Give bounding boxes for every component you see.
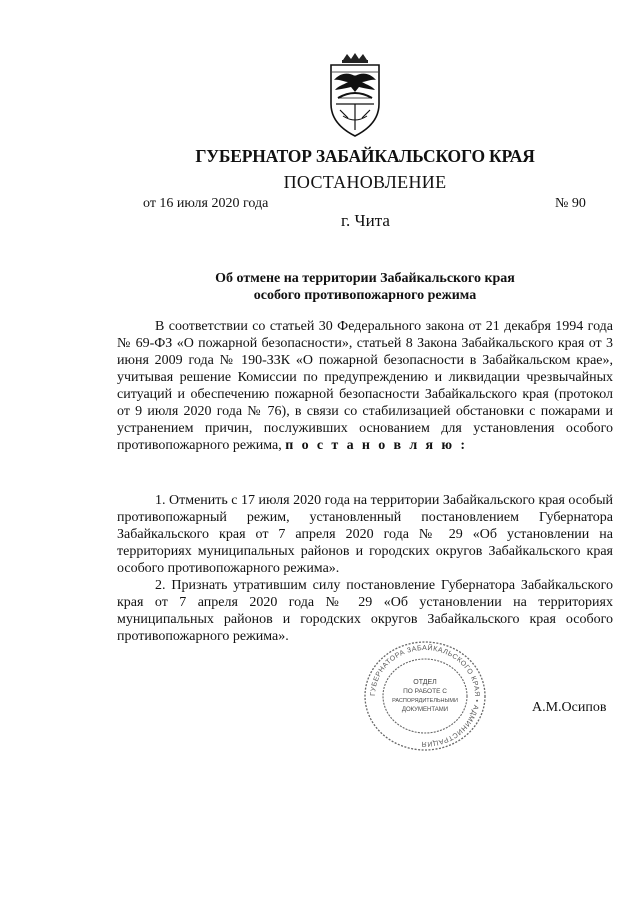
signatory-name: А.М.Осипов	[532, 700, 607, 715]
clause-1-text: 1. Отменить с 17 июля 2020 года на территории Забайкальского края особый противопожарный режим, установленный постановлением Губернатора Забайкальского края от 7 апреля 2020 года № 29 «Об установлении на территориях муниципальных районов и городских округов Забайкальского края особого противопожарного режима».	[117, 493, 613, 576]
stamp-line-1: ОТДЕЛ	[413, 679, 437, 686]
document-type: ПОСТАНОВЛЕНИЕ	[283, 172, 447, 192]
clause-2-text: 2. Признать утратившим силу постановление Губернатора Забайкальского края от 7 апреля 2020 года № 29 «Об установлении на территориях муниципальных районов и городских округов Забайкальского края особого противопожарного режима».	[117, 578, 613, 644]
preamble	[117, 318, 613, 454]
stamp-line-2: ПО РАБОТЕ С	[403, 688, 447, 695]
resolve-word: п о с т а н о в л я ю :	[285, 438, 468, 453]
subject-line-2: особого противопожарного режима	[253, 288, 477, 303]
stamp-line-4: ДОКУМЕНТАМИ	[401, 707, 449, 713]
document-city: г. Чита	[341, 211, 390, 230]
official-stamp	[360, 640, 490, 752]
preamble-text: В соответствии со статьей 30 Федерального закона от 21 декабря 1994 года № 69-ФЗ «О пожарной безопасности», статьей 8 Закона Забайкальского края от 3 июня 2009 года № 190-ЗЗК «О пожарной безопасности в Забайкальском крае», учитывая решение Комиссии по предупреждению и ликвидации чрезвычайных ситуаций и обеспечению пожарной безопасности Забайкальского края (протокол от 9 июля 2020 года № 76), в связи со стабилизацией обстановки с пожарами и устранением причин, послуживших основанием для установления особого противопожарного режима,	[117, 319, 613, 453]
stamp-ring-text: ГУБЕРНАТОРА ЗАБАЙКАЛЬСКОГО КРАЯ • АДМИНИСТРАЦИЯ	[369, 644, 481, 748]
clause-1	[117, 492, 613, 577]
document-date: от 16 июля 2020 года	[143, 196, 269, 211]
issuer-title: ГУБЕРНАТОР ЗАБАЙКАЛЬСКОГО КРАЯ	[195, 146, 535, 166]
stamp-line-3: РАСПОРЯДИТЕЛЬНЫМИ	[392, 698, 458, 704]
document-number: № 90	[555, 196, 586, 211]
subject-line-1: Об отмене на территории Забайкальского края	[215, 271, 515, 286]
coat-of-arms-icon	[326, 52, 384, 140]
document-subject	[117, 270, 613, 304]
clause-2	[117, 577, 613, 645]
